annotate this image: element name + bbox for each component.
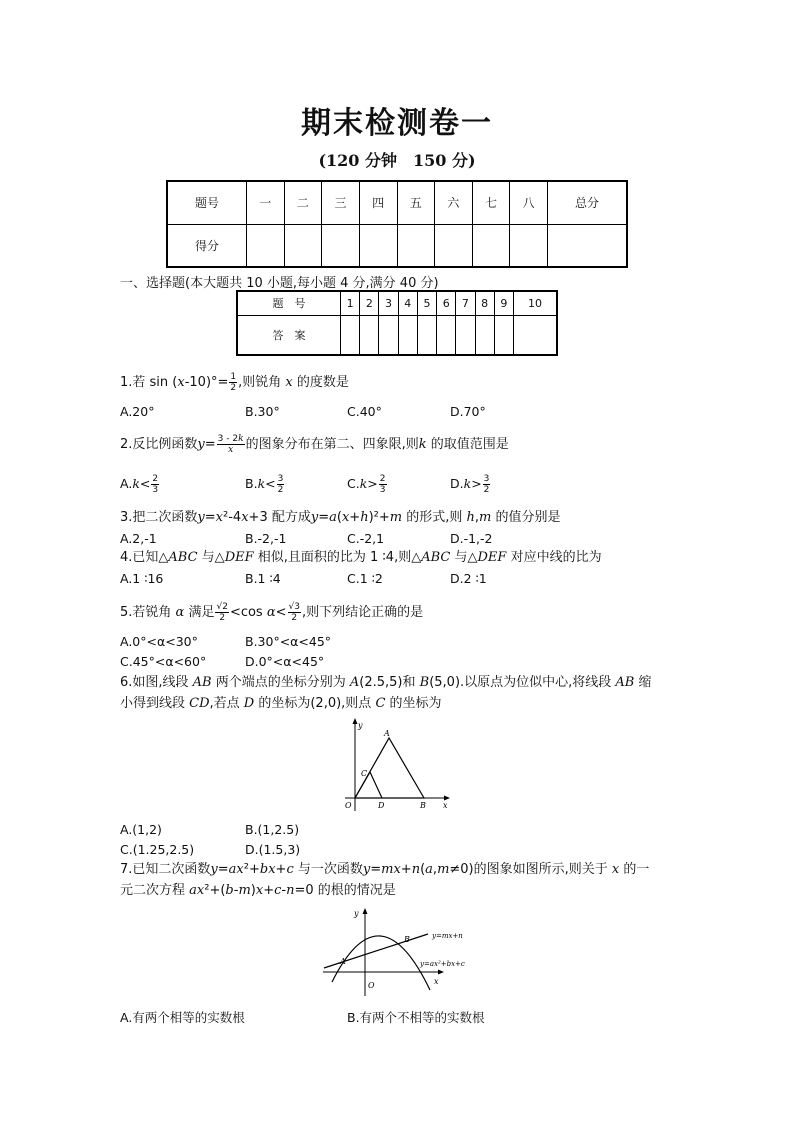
fig6-label-y: y bbox=[358, 721, 363, 730]
section-heading: 一、选择题(本大题共 10 小题,每小题 4 分,满分 40 分) bbox=[120, 276, 439, 291]
score-cell[interactable] bbox=[397, 224, 435, 267]
score-cell[interactable] bbox=[548, 224, 628, 267]
score-header-cell: 一 bbox=[247, 181, 285, 224]
score-header-cell: 五 bbox=[397, 181, 435, 224]
fig7-label-y: y bbox=[354, 909, 359, 918]
q2-option-c[interactable]: C.k> $\frac{2}{3}$ bbox=[347, 474, 386, 495]
answer-number: 5 bbox=[417, 291, 436, 315]
score-cell[interactable] bbox=[284, 224, 322, 267]
score-header-cell: 总分 bbox=[548, 181, 628, 224]
fig7-label-x: x bbox=[434, 977, 439, 986]
q5-option-b[interactable]: B.30°<α<45° bbox=[245, 634, 332, 649]
fig7-label-o: O bbox=[368, 981, 375, 990]
answer-cell[interactable] bbox=[475, 315, 494, 355]
fig7-label-line: y=mx+n bbox=[432, 932, 463, 940]
answer-number: 7 bbox=[456, 291, 475, 315]
fig7-label-parabola: y=ax²+bx+c bbox=[420, 960, 465, 968]
q3-option-d[interactable]: D.-1,-2 bbox=[450, 531, 493, 546]
q5-option-c[interactable]: C.45°<α<60° bbox=[120, 654, 207, 669]
q1-option-b[interactable]: B.30° bbox=[245, 404, 280, 419]
answer-cell[interactable] bbox=[494, 315, 513, 355]
q4-option-b[interactable]: B.1 ∶4 bbox=[245, 571, 281, 586]
score-cell[interactable] bbox=[435, 224, 473, 267]
score-cell[interactable] bbox=[472, 224, 510, 267]
q2-option-d[interactable]: D.k> $\frac{3}{2}$ bbox=[450, 474, 490, 495]
q5-option-d[interactable]: D.0°<α<45° bbox=[245, 654, 325, 669]
score-header-cell: 三 bbox=[322, 181, 360, 224]
score-header-cell: 二 bbox=[284, 181, 322, 224]
q6-option-c[interactable]: C.(1.25,2.5) bbox=[120, 842, 195, 857]
score-header-cell: 七 bbox=[472, 181, 510, 224]
answer-cell[interactable] bbox=[417, 315, 436, 355]
question-3: 3.把二次函数y=x²-4x+3 配方成y=a(x+h)²+m 的形式,则 h,m 的值分别是 bbox=[120, 510, 561, 525]
answer-number: 1 bbox=[341, 291, 360, 315]
q3-option-a[interactable]: A.2,-1 bbox=[120, 531, 157, 546]
figure-question-6 bbox=[335, 716, 455, 816]
question-2: 2.反比例函数y= $\frac{3 - 2k}{x}$ 的图象分布在第二、四象限,则k 的取值范围是 bbox=[120, 434, 509, 455]
score-table bbox=[166, 180, 628, 268]
fig6-label-d: D bbox=[378, 801, 385, 810]
score-header-cell: 六 bbox=[435, 181, 473, 224]
q7-option-a[interactable]: A.有两个相等的实数根 bbox=[120, 1010, 245, 1025]
answer-cell[interactable] bbox=[341, 315, 360, 355]
answer-number: 3 bbox=[379, 291, 398, 315]
answer-cell[interactable] bbox=[379, 315, 398, 355]
exam-duration-score: (120 分钟 150 分) bbox=[318, 151, 476, 170]
score-header-cell: 四 bbox=[359, 181, 397, 224]
fig7-label-b: B bbox=[404, 935, 410, 944]
q4-option-d[interactable]: D.2 ∶1 bbox=[450, 571, 487, 586]
page-title: 期末检测卷一 bbox=[301, 106, 493, 141]
question-1: 1.若 sin (x-10)°= $\frac{1}{2}$ ,则锐角 x 的度数是 bbox=[120, 372, 349, 393]
answer-table bbox=[236, 290, 558, 356]
answer-number: 9 bbox=[494, 291, 513, 315]
fig6-label-c: C bbox=[361, 769, 368, 778]
fig6-label-o: O bbox=[345, 801, 352, 810]
question-4: 4.已知△ABC 与△DEF 相似,且面积的比为 1 ∶4,则△ABC 与△DEF 对应中线的比为 bbox=[120, 550, 602, 565]
score-header-cell: 八 bbox=[510, 181, 548, 224]
q7-option-b[interactable]: B.有两个不相等的实数根 bbox=[347, 1010, 485, 1025]
answer-cell[interactable] bbox=[514, 315, 558, 355]
answer-cell[interactable] bbox=[456, 315, 475, 355]
answer-number: 6 bbox=[437, 291, 456, 315]
answer-number: 10 bbox=[514, 291, 558, 315]
figure-question-7 bbox=[318, 904, 480, 1000]
score-cell[interactable] bbox=[359, 224, 397, 267]
q2-option-a[interactable]: A.k< $\frac{2}{3}$ bbox=[120, 474, 159, 495]
score-cell[interactable] bbox=[322, 224, 360, 267]
answer-header-label: 题 号 bbox=[237, 291, 341, 315]
answer-number: 2 bbox=[360, 291, 379, 315]
q3-option-c[interactable]: C.-2,1 bbox=[347, 531, 385, 546]
answer-row-label: 答 案 bbox=[237, 315, 341, 355]
question-6-line-1: 6.如图,线段 AB 两个端点的坐标分别为 A(2.5,5)和 B(5,0).以原点为位似中心,将线段 AB 缩 bbox=[120, 675, 652, 690]
fig6-label-a: A bbox=[384, 729, 390, 738]
question-7-line-2: 元二次方程 ax²+(b-m)x+c-n=0 的根的情况是 bbox=[120, 883, 396, 898]
q6-option-b[interactable]: B.(1,2.5) bbox=[245, 822, 300, 837]
score-header-cell: 题号 bbox=[167, 181, 247, 224]
q5-option-a[interactable]: A.0°<α<30° bbox=[120, 634, 198, 649]
q6-option-a[interactable]: A.(1,2) bbox=[120, 822, 162, 837]
score-cell[interactable] bbox=[247, 224, 285, 267]
fig6-label-b: B bbox=[420, 801, 426, 810]
q3-option-b[interactable]: B.-2,-1 bbox=[245, 531, 287, 546]
score-cell[interactable] bbox=[510, 224, 548, 267]
q4-option-c[interactable]: C.1 ∶2 bbox=[347, 571, 383, 586]
question-5: 5.若锐角 α 满足 $\frac{√2}{2}$ <cos α< $\frac{√3}{2}$ ,则下列结论正确的是 bbox=[120, 602, 424, 623]
question-7-line-1: 7.已知二次函数y=ax²+bx+c 与一次函数y=mx+n(a,m≠0)的图象如图所示,则关于 x 的一 bbox=[120, 862, 650, 877]
fig6-label-x: x bbox=[443, 801, 448, 810]
answer-number: 4 bbox=[398, 291, 417, 315]
answer-cell[interactable] bbox=[360, 315, 379, 355]
q1-option-d[interactable]: D.70° bbox=[450, 404, 486, 419]
q6-option-d[interactable]: D.(1.5,3) bbox=[245, 842, 301, 857]
answer-cell[interactable] bbox=[437, 315, 456, 355]
q1-option-a[interactable]: A.20° bbox=[120, 404, 155, 419]
fig7-label-a: A bbox=[340, 957, 346, 966]
q2-option-b[interactable]: B.k< $\frac{3}{2}$ bbox=[245, 474, 284, 495]
question-6-line-2: 小得到线段 CD,若点 D 的坐标为(2,0),则点 C 的坐标为 bbox=[120, 696, 442, 711]
q4-option-a[interactable]: A.1 ∶16 bbox=[120, 571, 164, 586]
answer-number: 8 bbox=[475, 291, 494, 315]
answer-cell[interactable] bbox=[398, 315, 417, 355]
score-row-label: 得分 bbox=[167, 224, 247, 267]
q1-option-c[interactable]: C.40° bbox=[347, 404, 382, 419]
